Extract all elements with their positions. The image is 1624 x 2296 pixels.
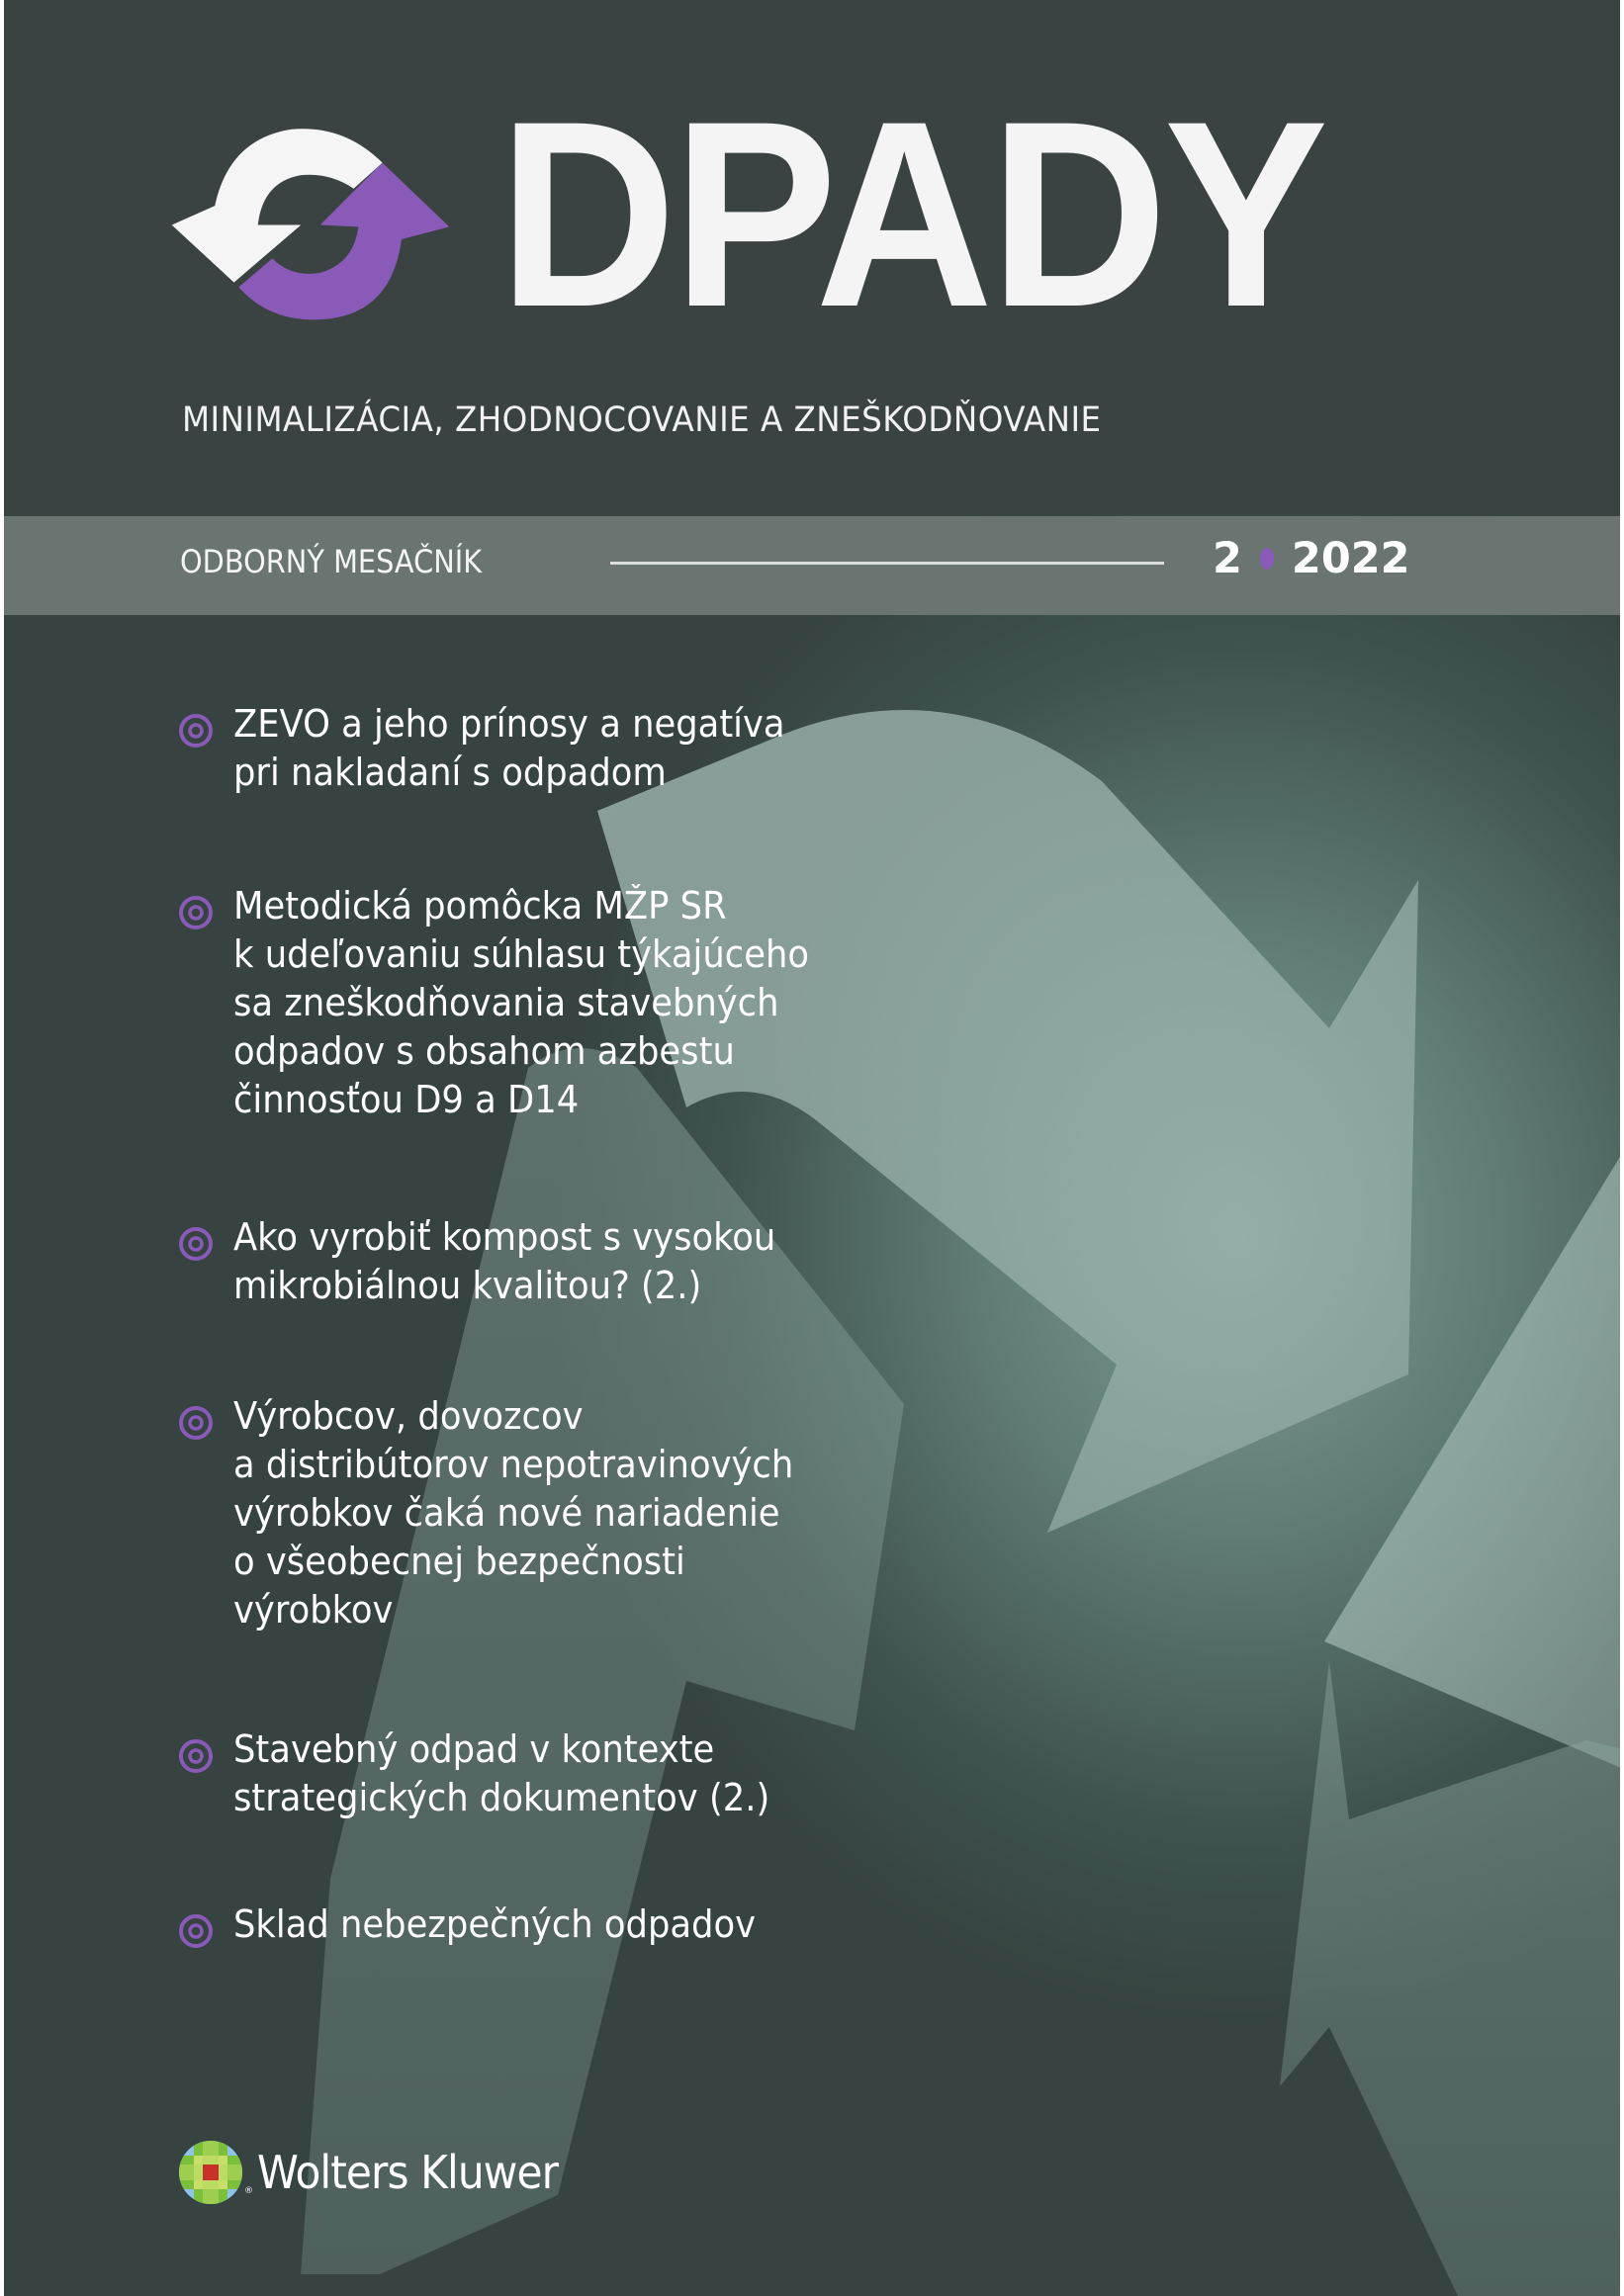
issue-number: [1213, 534, 1410, 583]
concentric-circle-bullet-icon: [178, 895, 214, 930]
toc-item-line: sa zneškodňovania stavebných: [233, 981, 779, 1024]
toc-item-line: strategických dokumentov (2.): [233, 1776, 770, 1819]
toc-item-line: činnosťou D9 a D14: [233, 1078, 580, 1121]
toc-item-line: výrobkov: [233, 1588, 394, 1632]
publisher-logo: [177, 2139, 584, 2206]
publisher-name: Wolters Kluwer: [257, 2146, 559, 2199]
toc-item-line: k udeľovaniu súhlasu týkajúceho: [233, 932, 809, 976]
magazine-cover: [4, 0, 1620, 2296]
issue-number-value: 2: [1213, 534, 1242, 583]
toc-item-line: ZEVO a jeho prínosy a negatíva: [233, 702, 785, 746]
publication-type: ODBORNÝ MESAČNÍK: [180, 543, 483, 580]
toc-item-line: o všeobecnej bezpečnosti: [233, 1540, 685, 1583]
toc-item[interactable]: [178, 1213, 817, 1310]
concentric-circle-bullet-icon: [178, 1913, 214, 1949]
concentric-circle-bullet-icon: [178, 713, 214, 749]
masthead-logo: [162, 65, 1438, 362]
masthead-subtitle: MINIMALIZÁCIA, ZHODNOCOVANIE A ZNEŠKODŇOVANIE: [182, 400, 1102, 440]
toc-item[interactable]: [178, 1725, 810, 1822]
registered-mark: ®: [244, 2186, 253, 2196]
recycle-arrow-bottom: [1280, 1661, 1620, 2296]
concentric-circle-bullet-icon: [178, 1738, 214, 1774]
toc-item-line: Metodická pomôcka MŽP SR: [233, 884, 727, 927]
toc-item-line: a distribútorov nepotravinových: [233, 1443, 794, 1486]
toc-item-line: mikrobiálnou kvalitou? (2.): [233, 1264, 702, 1307]
concentric-circle-bullet-icon: [178, 1226, 214, 1262]
toc-item-line: odpadov s obsahom azbestu: [233, 1029, 735, 1073]
toc-item-line: výrobkov čaká nové nariadenie: [233, 1491, 780, 1535]
toc-item[interactable]: [178, 1900, 795, 1949]
masthead-title: DPADY: [498, 65, 1325, 362]
toc-item[interactable]: [178, 882, 853, 1124]
toc-item-line: Výrobcov, dovozcov: [233, 1394, 584, 1438]
toc-item-line: Sklad nebezpečných odpadov: [233, 1902, 757, 1946]
recycle-arrows-icon: [162, 119, 459, 331]
issue-separator-dot: [1260, 548, 1274, 570]
toc-item[interactable]: [178, 700, 827, 797]
wolters-kluwer-logo-icon: [177, 2139, 244, 2206]
toc-item-line: Stavebný odpad v kontexte: [233, 1727, 715, 1771]
band-divider: [610, 562, 1164, 565]
issue-year: 2022: [1291, 534, 1410, 583]
toc-item-line: pri nakladaní s odpadom: [233, 751, 667, 794]
toc-item-line: Ako vyrobiť kompost s vysokou: [233, 1215, 776, 1259]
concentric-circle-bullet-icon: [178, 1405, 214, 1441]
toc-item[interactable]: [178, 1392, 836, 1634]
